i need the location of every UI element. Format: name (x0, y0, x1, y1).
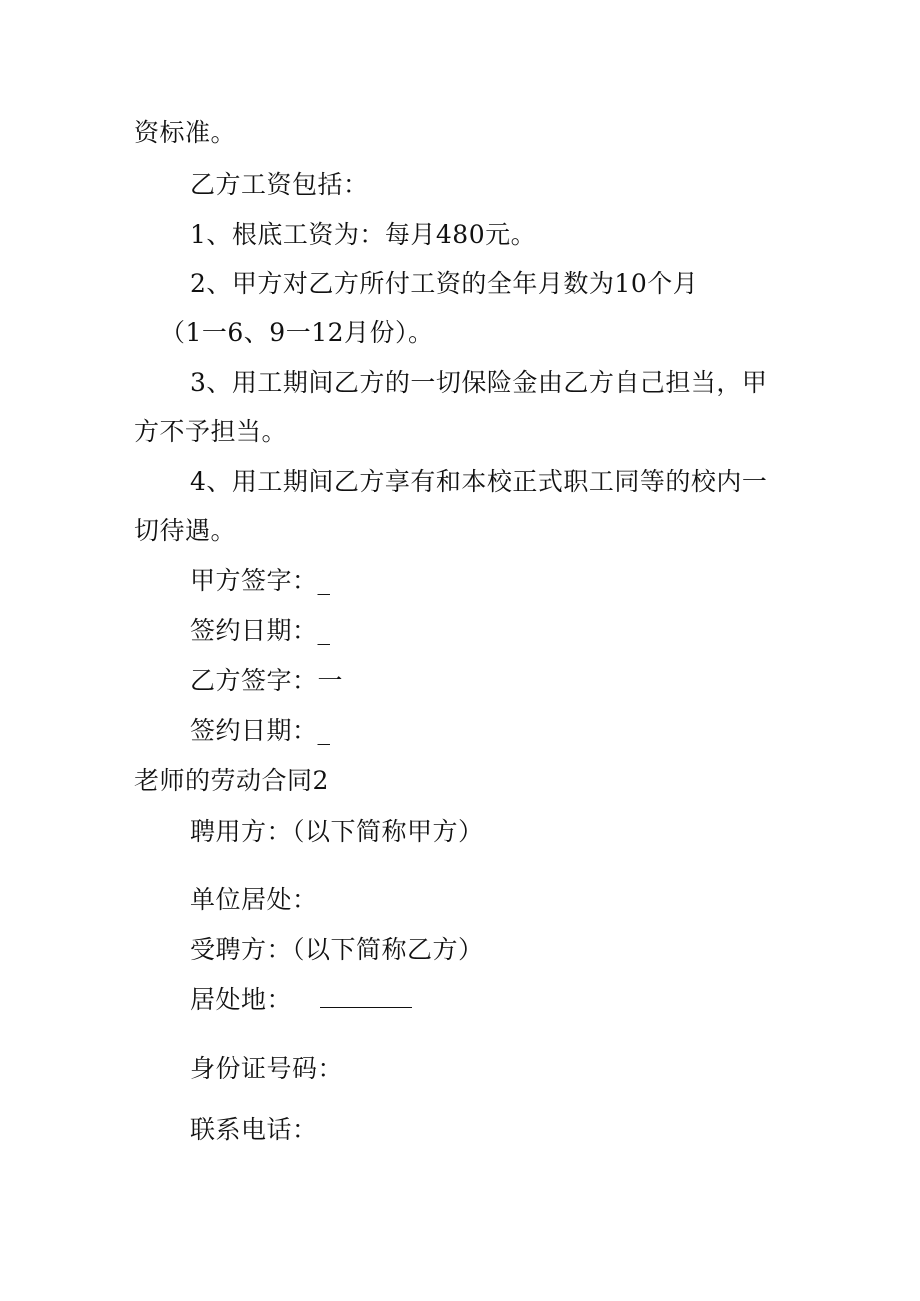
text-line: 身份证号码： (190, 1054, 344, 1083)
text-line: 受聘方：（以下简称乙方） (190, 935, 484, 964)
address-blank (320, 985, 412, 1008)
text-line: 联系电话： (190, 1115, 318, 1144)
text-line: 方不予担当。 (134, 417, 288, 446)
signing-date-line: 签约日期：_ (190, 716, 331, 745)
text-line: 聘用方：（以下简称甲方） (190, 817, 484, 846)
party-a-signature-line: 甲方签字：_ (190, 566, 331, 595)
text-line: 单位居处： (190, 885, 318, 914)
text-line: 切待遇。 (134, 516, 237, 545)
signing-date-line: 签约日期：_ (190, 616, 331, 645)
address-line (190, 983, 412, 1017)
section-title: 老师的劳动合同2 (134, 766, 329, 795)
address-label: 居处地： (190, 985, 293, 1014)
text-line: 资标准。 (134, 118, 237, 147)
text-line: 4、用工期间乙方享有和本校正式职工同等的校内一 (190, 467, 768, 496)
text-line: 2、甲方对乙方所付工资的全年月数为10个月 (190, 269, 699, 298)
party-b-signature-line: 乙方签字：一 (190, 666, 344, 695)
text-line: 乙方工资包括： (190, 170, 369, 199)
text-line: 1、根底工资为：每月480元。 (190, 220, 537, 249)
text-line: 3、用工期间乙方的一切保险金由乙方自己担当，甲 (190, 368, 768, 397)
text-line: （1一6、9一12月份）。 (160, 318, 434, 347)
